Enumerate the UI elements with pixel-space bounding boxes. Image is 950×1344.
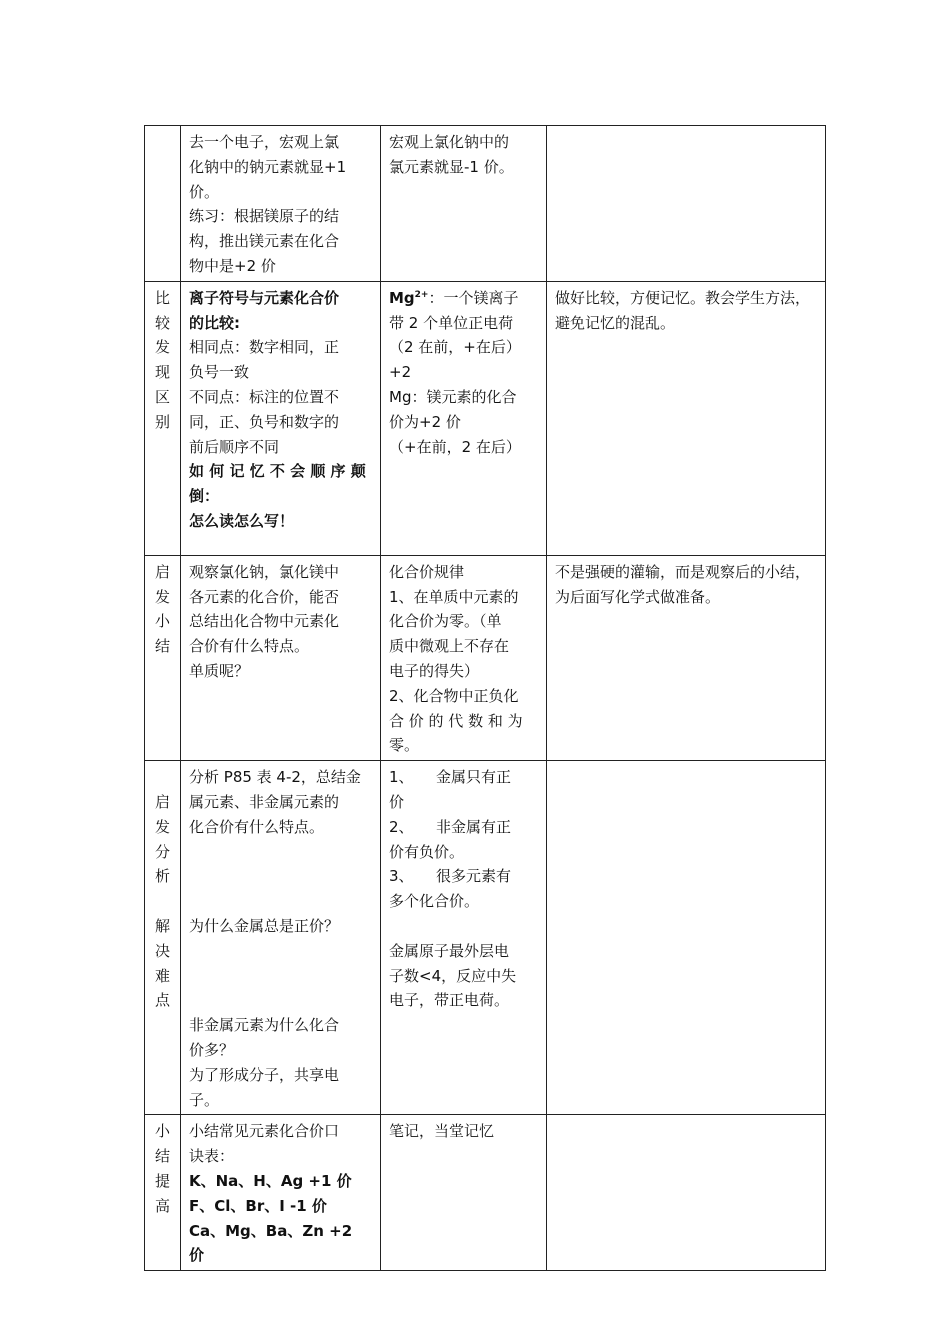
stage-label: 启发分析 (154, 792, 170, 886)
text-line: 金属原子最外层电 (389, 941, 510, 960)
activity-cell (181, 555, 381, 760)
intent-cell (547, 1115, 826, 1271)
text-line: 合 价 的 代 数 和 为 (389, 711, 523, 730)
student-cell (381, 1115, 547, 1271)
text-line: 3、 很多元素有 (389, 867, 512, 886)
text-line: 各元素的化合价，能否 (189, 587, 340, 606)
text-line: 宏观上氯化钠中的 (389, 133, 510, 151)
text-line: 零。 (389, 736, 420, 755)
text-line: 为什么金属总是正价？ (189, 916, 340, 935)
text-line: 单质呢？ (189, 661, 250, 680)
text-line: 前后顺序不同 (189, 437, 280, 456)
activity-cell (181, 761, 381, 1115)
table-row (145, 281, 826, 555)
bold-line: 怎么读怎么写！ (189, 511, 295, 530)
text-line: +2 (389, 363, 412, 382)
student-cell (381, 281, 547, 555)
text-line: （2 在前，+在后） (389, 338, 521, 357)
text-line: 带 2 个单位正电荷 (389, 313, 514, 332)
ion-line (389, 286, 538, 311)
text-line: 负号一致 (189, 363, 250, 382)
table-row (145, 761, 826, 1115)
text-line: 诀表： (189, 1147, 235, 1166)
stage-cell: 启发小结 (145, 555, 181, 760)
text-line: 相同点：数字相同，正 (189, 338, 340, 357)
text-line: 为了形成分子，共享电 (189, 1065, 340, 1084)
text-line: 氯元素就显-1 价。 (389, 157, 514, 176)
text-line: 价 (389, 792, 405, 811)
stage-cell: 比较发现区别 (145, 281, 181, 555)
text-line: 合价有什么特点。 (189, 637, 310, 656)
text-line: 化钠中的钠元素就显+1 (189, 157, 347, 176)
valence-rule: Ca、Mg、Ba、Zn +2 价 (189, 1221, 353, 1265)
intent-cell (547, 126, 826, 282)
stage-label: 解决难点 (154, 916, 170, 1010)
intent-cell: 不是强硬的灌输，而是观察后的小结，为后面写化学式做准备。 (547, 555, 826, 760)
text-line: 多个化合价。 (389, 892, 480, 911)
intent-cell (547, 761, 826, 1115)
section-title: 的比较: (189, 313, 240, 332)
bold-line: 倒： (189, 487, 220, 506)
stage-cell (145, 126, 181, 282)
table-row (145, 555, 826, 760)
text-line: 1、在单质中元素的 (389, 587, 519, 606)
lesson-plan-table (144, 125, 826, 1271)
stage-cell (145, 761, 181, 1115)
table-row (145, 126, 826, 282)
stage-cell: 小结提高 (145, 1115, 181, 1271)
text-line: 同，正、负号和数字的 (189, 412, 340, 431)
text-line: 价有负价。 (389, 842, 465, 861)
text-line: 不同点：标注的位置不 (189, 387, 340, 406)
text-line: 1、 金属只有正 (389, 768, 512, 787)
text-line: Mg：镁元素的化合 (389, 387, 517, 406)
text-line: 属元素、非金属元素的 (189, 792, 340, 811)
student-cell (381, 126, 547, 282)
text-line: 电子，带正电荷。 (389, 991, 510, 1010)
text-line: 价为+2 价 (389, 412, 461, 431)
ion-charge: 2+ (414, 289, 429, 300)
activity-cell (181, 126, 381, 282)
bold-line: 如 何 记 忆 不 会 顺 序 颠 (189, 462, 366, 481)
text-line: 价。 (189, 182, 220, 201)
text-line: 小结常见元素化合价口 (189, 1122, 340, 1141)
text-line: 2、化合物中正负化 (389, 686, 519, 705)
text-line: 化合价规律 (389, 562, 465, 581)
text-line: 总结出化合物中元素化 (189, 612, 340, 631)
text-line: 2、 非金属有正 (389, 817, 512, 836)
text-line: 去一个电子，宏观上氯 (189, 133, 340, 151)
text-line: 构，推出镁元素在化合 (189, 232, 340, 251)
table-row (145, 1115, 826, 1271)
text-line: 笔记，当堂记忆 (389, 1122, 495, 1141)
section-title: 离子符号与元素化合价 (189, 288, 340, 307)
activity-cell (181, 281, 381, 555)
text-line: 分析 P85 表 4-2，总结金 (189, 768, 361, 787)
student-cell (381, 555, 547, 760)
text-line: 物中是+2 价 (189, 256, 276, 275)
text-line: 价多？ (189, 1040, 235, 1059)
ion-description: ：一个镁离子 (428, 288, 519, 307)
ion-symbol: Mg (389, 288, 415, 307)
intent-cell: 做好比较，方便记忆。教会学生方法，避免记忆的混乱。 (547, 281, 826, 555)
valence-rule: F、Cl、Br、I -1 价 (189, 1196, 327, 1215)
text-line: 电子的得失） (389, 661, 480, 680)
student-cell (381, 761, 547, 1115)
text-line: 观察氯化钠，氯化镁中 (189, 562, 340, 581)
text-line: 子数<4，反应中失 (389, 966, 517, 985)
text-line: 质中微观上不存在 (389, 637, 510, 656)
text-line: 练习：根据镁原子的结 (189, 207, 340, 226)
valence-rule: K、Na、H、Ag +1 价 (189, 1171, 352, 1190)
text-line: （+在前，2 在后） (389, 437, 521, 456)
text-line: 子。 (189, 1090, 220, 1109)
text-line: 化合价为零。（单 (389, 612, 502, 631)
text-line: 非金属元素为什么化合 (189, 1016, 340, 1035)
activity-cell (181, 1115, 381, 1271)
text-line: 化合价有什么特点。 (189, 817, 325, 836)
